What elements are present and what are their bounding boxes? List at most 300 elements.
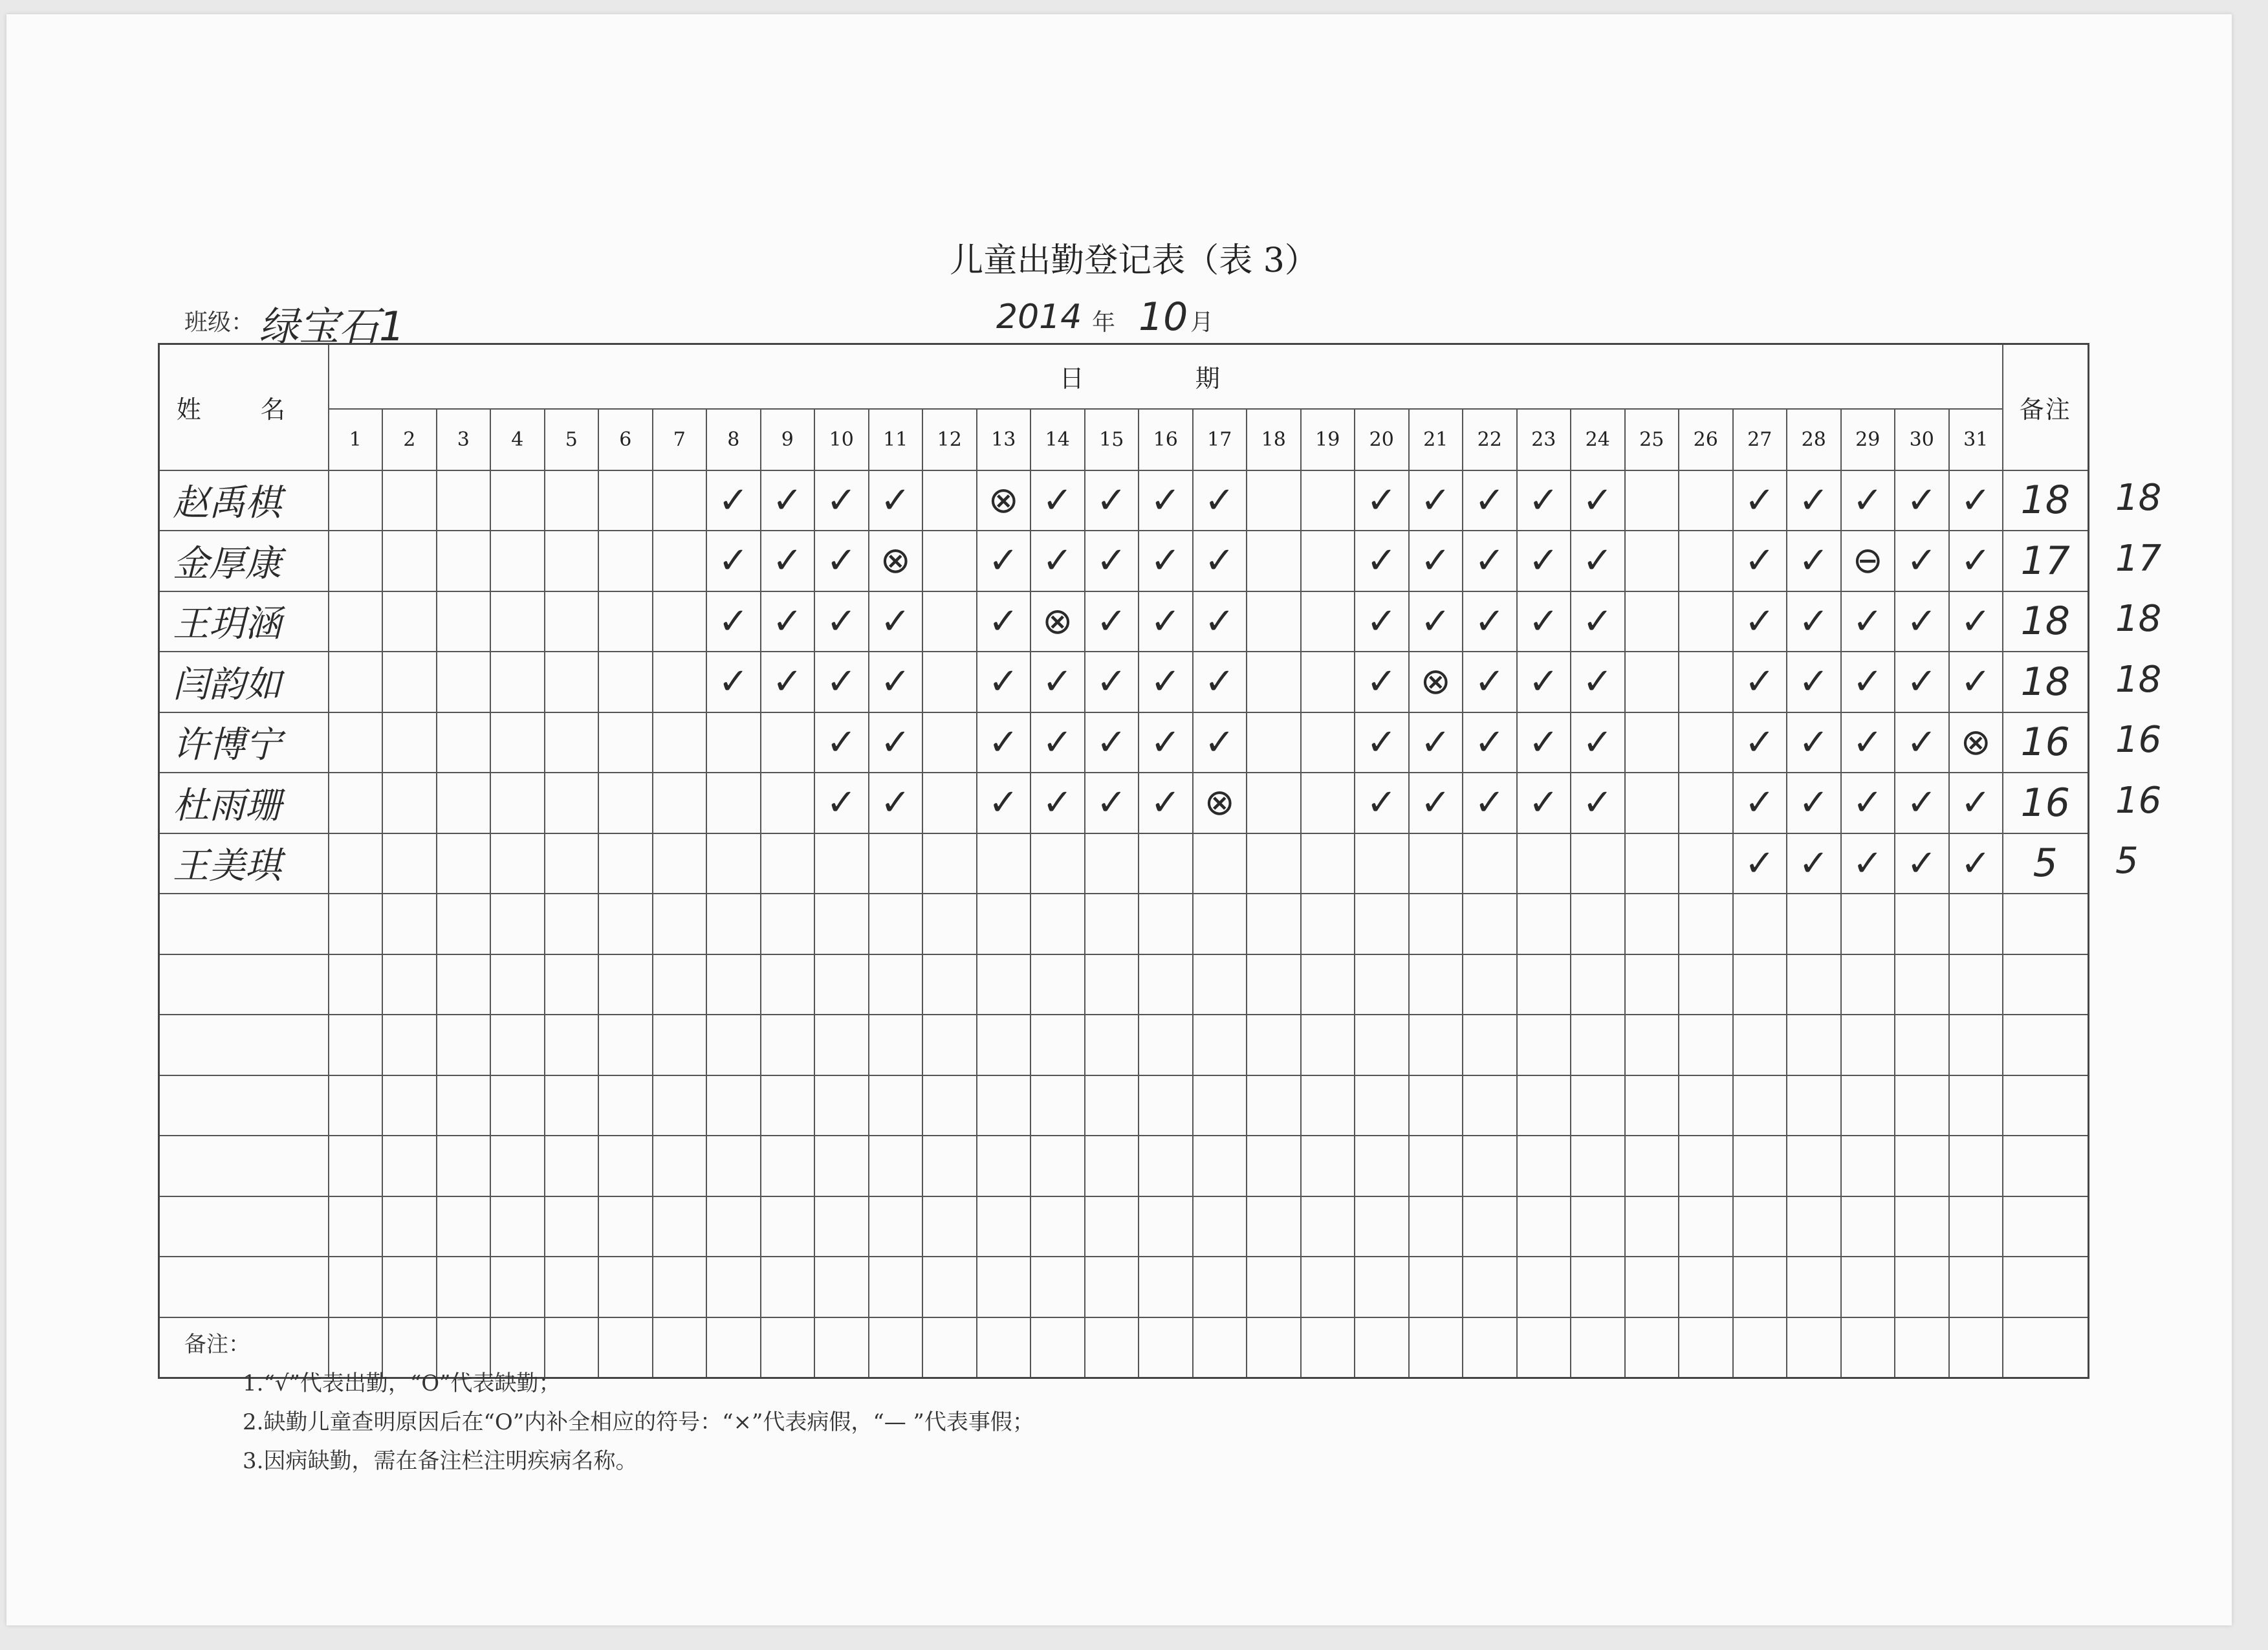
empty-cell	[598, 1015, 653, 1075]
empty-cell	[1193, 1317, 1247, 1378]
attendance-mark: ✓	[1571, 470, 1625, 531]
empty-cell	[1085, 894, 1139, 954]
attendance-cell	[598, 591, 653, 652]
empty-cell	[977, 894, 1031, 954]
empty-cell	[1679, 954, 1733, 1015]
attendance-mark: ✓	[1517, 591, 1571, 652]
empty-cell	[1679, 1075, 1733, 1136]
empty-cell	[2003, 1136, 2088, 1196]
attendance-mark: ✓	[1787, 833, 1841, 894]
day-number: 29	[1841, 409, 1895, 470]
empty-cell	[814, 894, 869, 954]
empty-cell	[490, 1075, 545, 1136]
empty-cell	[2003, 1196, 2088, 1257]
empty-cell	[1247, 894, 1301, 954]
day-number: 18	[1247, 409, 1301, 470]
empty-cell	[329, 1196, 383, 1257]
attendance-mark: ✓	[706, 531, 761, 591]
empty-cell	[1030, 1257, 1085, 1317]
attendance-cell	[545, 591, 599, 652]
empty-cell	[706, 954, 761, 1015]
day-number: 1	[329, 409, 383, 470]
empty-cell	[814, 1196, 869, 1257]
attendance-mark: ✓	[1085, 773, 1139, 833]
form-title: 儿童出勤登记表（表 3）	[950, 241, 1318, 280]
empty-cell	[1301, 1257, 1355, 1317]
attendance-mark: ✓	[1787, 531, 1841, 591]
empty-cell	[1247, 1015, 1301, 1075]
empty-cell	[1085, 1257, 1139, 1317]
attendance-cell	[437, 712, 491, 773]
attendance-mark: ⊗	[1193, 773, 1247, 833]
class-value: 绿宝石1	[259, 303, 405, 350]
empty-cell	[869, 894, 923, 954]
attendance-cell	[761, 773, 815, 833]
attendance-mark: ✓	[706, 591, 761, 652]
empty-cell	[1085, 1015, 1139, 1075]
empty-cell	[329, 1136, 383, 1196]
empty-cell	[1841, 1196, 1895, 1257]
empty-cell	[1301, 1196, 1355, 1257]
empty-cell	[922, 954, 977, 1015]
empty-cell	[869, 954, 923, 1015]
table-row	[159, 470, 2089, 531]
attendance-mark: ✓	[1355, 773, 1409, 833]
attendance-cell	[1679, 833, 1733, 894]
empty-cell	[545, 1075, 599, 1136]
empty-cell	[1841, 1317, 1895, 1378]
attendance-mark: ✓	[1463, 531, 1517, 591]
attendance-mark: ✓	[706, 470, 761, 531]
empty-cell	[814, 1015, 869, 1075]
attendance-cell	[1139, 833, 1193, 894]
empty-cell	[1571, 1257, 1625, 1317]
attendance-cell	[437, 531, 491, 591]
empty-cell	[1193, 1075, 1247, 1136]
empty-row	[159, 1075, 2089, 1136]
empty-cell	[1679, 1136, 1733, 1196]
empty-cell	[1571, 1136, 1625, 1196]
attendance-cell	[653, 531, 707, 591]
class-label: 班级：	[184, 309, 255, 336]
empty-cell	[1517, 1257, 1571, 1317]
attendance-mark: ✓	[1193, 591, 1247, 652]
empty-cell	[437, 1257, 491, 1317]
attendance-cell	[1679, 712, 1733, 773]
attendance-mark: ✓	[1030, 773, 1085, 833]
outside-tally: 18	[2115, 658, 2162, 701]
empty-cell	[869, 1257, 923, 1317]
empty-cell	[1301, 894, 1355, 954]
empty-cell	[1841, 1136, 1895, 1196]
attendance-cell	[329, 773, 383, 833]
empty-cell	[1139, 894, 1193, 954]
attendance-cell	[1571, 833, 1625, 894]
empty-row	[159, 1015, 2089, 1075]
empty-cell	[653, 1196, 707, 1257]
attendance-cell	[1355, 833, 1409, 894]
attendance-mark: ✓	[1030, 470, 1085, 531]
empty-cell	[329, 1257, 383, 1317]
outside-tally: 5	[2115, 840, 2139, 882]
attendance-mark: ✓	[1841, 470, 1895, 531]
empty-cell	[598, 1257, 653, 1317]
attendance-cell	[1030, 833, 1085, 894]
day-number: 12	[922, 409, 977, 470]
empty-cell	[1895, 1317, 1949, 1378]
empty-cell	[1409, 1136, 1463, 1196]
attendance-cell	[598, 470, 653, 531]
empty-cell	[159, 894, 329, 954]
empty-cell	[437, 1196, 491, 1257]
attendance-mark: ✓	[1517, 470, 1571, 531]
empty-cell	[1625, 1317, 1679, 1378]
empty-cell	[706, 1015, 761, 1075]
attendance-cell	[977, 833, 1031, 894]
day-number: 23	[1517, 409, 1571, 470]
empty-row	[159, 954, 2089, 1015]
empty-cell	[1030, 1136, 1085, 1196]
attendance-cell	[545, 712, 599, 773]
empty-cell	[490, 1257, 545, 1317]
remark-count: 17	[2003, 531, 2088, 591]
empty-cell	[1679, 1317, 1733, 1378]
empty-cell	[1085, 1136, 1139, 1196]
empty-cell	[1139, 1257, 1193, 1317]
empty-cell	[1571, 1317, 1625, 1378]
attendance-cell	[437, 833, 491, 894]
day-number: 14	[1030, 409, 1085, 470]
empty-cell	[1193, 1196, 1247, 1257]
attendance-mark: ✓	[1355, 470, 1409, 531]
notes-heading: 备注：	[184, 1332, 250, 1358]
empty-cell	[1139, 1136, 1193, 1196]
attendance-mark: ✓	[1409, 712, 1463, 773]
empty-cell	[761, 1136, 815, 1196]
empty-cell	[1625, 1196, 1679, 1257]
attendance-mark: ✓	[1571, 652, 1625, 712]
attendance-cell	[437, 591, 491, 652]
empty-cell	[977, 1015, 1031, 1075]
attendance-cell	[1625, 470, 1679, 531]
remark-count: 16	[2003, 712, 2088, 773]
attendance-cell	[382, 531, 437, 591]
day-number: 15	[1085, 409, 1139, 470]
day-number: 6	[598, 409, 653, 470]
attendance-mark: ✓	[1355, 591, 1409, 652]
attendance-mark: ✓	[1733, 652, 1787, 712]
empty-cell	[1895, 1196, 1949, 1257]
empty-cell	[814, 1136, 869, 1196]
attendance-cell	[1247, 591, 1301, 652]
empty-cell	[1733, 1015, 1787, 1075]
day-number: 11	[869, 409, 923, 470]
table-row	[159, 712, 2089, 773]
empty-cell	[1679, 894, 1733, 954]
empty-cell	[1625, 1136, 1679, 1196]
empty-cell	[1463, 1136, 1517, 1196]
child-name: 王玥涵	[159, 591, 329, 652]
empty-cell	[1463, 1015, 1517, 1075]
day-number: 13	[977, 409, 1031, 470]
attendance-mark: ✓	[1895, 773, 1949, 833]
attendance-cell	[1301, 470, 1355, 531]
attendance-cell	[1625, 833, 1679, 894]
attendance-mark: ✓	[1895, 712, 1949, 773]
attendance-cell	[1679, 591, 1733, 652]
attendance-cell	[437, 773, 491, 833]
attendance-mark: ✓	[1409, 773, 1463, 833]
empty-cell	[1301, 1317, 1355, 1378]
attendance-cell	[329, 531, 383, 591]
empty-cell	[2003, 1015, 2088, 1075]
attendance-cell	[706, 712, 761, 773]
child-name: 许博宁	[159, 712, 329, 773]
empty-cell	[1193, 954, 1247, 1015]
empty-cell	[437, 1075, 491, 1136]
attendance-mark: ✓	[869, 773, 923, 833]
attendance-cell	[329, 712, 383, 773]
outside-tally: 18	[2115, 477, 2162, 519]
child-name: 赵禹棋	[159, 470, 329, 531]
attendance-cell	[1301, 712, 1355, 773]
note-item-1: 1.“√”代表出勤，“O”代表缺勤；	[243, 1370, 561, 1396]
attendance-mark: ✓	[1733, 531, 1787, 591]
empty-cell	[1625, 954, 1679, 1015]
child-name: 王美琪	[159, 833, 329, 894]
attendance-mark: ✓	[1841, 712, 1895, 773]
attendance-mark: ✓	[814, 712, 869, 773]
empty-cell	[653, 1136, 707, 1196]
empty-cell	[1409, 1196, 1463, 1257]
child-name: 闫韵如	[159, 652, 329, 712]
table-row	[159, 652, 2089, 712]
day-number: 25	[1625, 409, 1679, 470]
empty-cell	[1030, 894, 1085, 954]
attendance-cell	[1301, 652, 1355, 712]
empty-cell	[1733, 1257, 1787, 1317]
empty-cell	[922, 1136, 977, 1196]
attendance-mark: ✓	[1463, 591, 1517, 652]
attendance-mark: ✓	[1841, 652, 1895, 712]
attendance-mark: ✓	[1949, 470, 2003, 531]
empty-cell	[1787, 1257, 1841, 1317]
attendance-cell	[1247, 833, 1301, 894]
attendance-cell	[382, 591, 437, 652]
attendance-mark: ✓	[1193, 652, 1247, 712]
empty-cell	[1733, 954, 1787, 1015]
attendance-mark: ✓	[1949, 773, 2003, 833]
attendance-mark: ✓	[1085, 470, 1139, 531]
attendance-cell	[598, 531, 653, 591]
attendance-mark: ✓	[761, 531, 815, 591]
attendance-mark: ✓	[977, 712, 1031, 773]
attendance-mark: ✓	[1787, 773, 1841, 833]
attendance-cell	[598, 833, 653, 894]
attendance-mark: ✓	[1085, 712, 1139, 773]
empty-row	[159, 1136, 2089, 1196]
day-number: 31	[1949, 409, 2003, 470]
attendance-cell	[1247, 652, 1301, 712]
empty-cell	[1841, 1257, 1895, 1317]
empty-cell	[159, 954, 329, 1015]
day-number: 9	[761, 409, 815, 470]
empty-cell	[159, 1136, 329, 1196]
day-number: 17	[1193, 409, 1247, 470]
empty-cell	[1355, 1136, 1409, 1196]
empty-cell	[761, 1015, 815, 1075]
attendance-mark: ✓	[1193, 531, 1247, 591]
empty-cell	[382, 894, 437, 954]
day-number: 20	[1355, 409, 1409, 470]
empty-cell	[382, 1257, 437, 1317]
empty-cell	[1679, 1015, 1733, 1075]
empty-cell	[869, 1196, 923, 1257]
empty-cell	[922, 1196, 977, 1257]
attendance-mark: ✓	[977, 531, 1031, 591]
empty-cell	[1193, 1136, 1247, 1196]
empty-cell	[598, 1075, 653, 1136]
empty-cell	[329, 1075, 383, 1136]
attendance-cell	[653, 773, 707, 833]
attendance-mark: ✓	[1409, 531, 1463, 591]
empty-cell	[490, 1015, 545, 1075]
empty-cell	[1517, 1075, 1571, 1136]
empty-cell	[1355, 1317, 1409, 1378]
empty-cell	[1841, 1075, 1895, 1136]
attendance-cell	[1247, 773, 1301, 833]
attendance-cell	[653, 652, 707, 712]
empty-cell	[1085, 1075, 1139, 1136]
empty-cell	[1030, 1075, 1085, 1136]
empty-cell	[869, 1015, 923, 1075]
empty-cell	[1517, 1015, 1571, 1075]
attendance-mark: ✓	[1787, 712, 1841, 773]
empty-cell	[814, 1257, 869, 1317]
attendance-cell	[922, 591, 977, 652]
attendance-cell	[653, 712, 707, 773]
empty-cell	[1571, 894, 1625, 954]
empty-cell	[545, 1257, 599, 1317]
attendance-mark: ✓	[869, 712, 923, 773]
empty-cell	[1949, 954, 2003, 1015]
empty-cell	[1787, 1136, 1841, 1196]
attendance-mark: ⊗	[1409, 652, 1463, 712]
empty-cell	[706, 1136, 761, 1196]
remark-count: 18	[2003, 591, 2088, 652]
attendance-mark: ✓	[1841, 833, 1895, 894]
attendance-mark: ✓	[1517, 712, 1571, 773]
day-number: 10	[814, 409, 869, 470]
attendance-mark: ✓	[1517, 773, 1571, 833]
empty-cell	[490, 894, 545, 954]
attendance-mark: ✓	[977, 652, 1031, 712]
attendance-cell	[490, 591, 545, 652]
attendance-cell	[329, 833, 383, 894]
attendance-mark: ✓	[814, 773, 869, 833]
attendance-cell	[761, 712, 815, 773]
remark-count: 16	[2003, 773, 2088, 833]
empty-cell	[1409, 954, 1463, 1015]
empty-cell	[1733, 1196, 1787, 1257]
empty-cell	[2003, 1075, 2088, 1136]
attendance-mark: ✓	[1085, 531, 1139, 591]
empty-cell	[1030, 1317, 1085, 1378]
attendance-cell	[382, 712, 437, 773]
empty-cell	[1463, 1317, 1517, 1378]
empty-cell	[761, 894, 815, 954]
empty-cell	[545, 954, 599, 1015]
attendance-cell	[1247, 712, 1301, 773]
year-value: 2014	[996, 298, 1082, 336]
empty-cell	[1787, 1317, 1841, 1378]
empty-cell	[1247, 1136, 1301, 1196]
attendance-cell	[922, 833, 977, 894]
empty-cell	[869, 1075, 923, 1136]
empty-cell	[1193, 894, 1247, 954]
attendance-mark: ✓	[1139, 470, 1193, 531]
attendance-mark: ✓	[1517, 652, 1571, 712]
empty-cell	[1625, 1075, 1679, 1136]
empty-cell	[159, 1075, 329, 1136]
empty-cell	[814, 1075, 869, 1136]
attendance-cell	[922, 531, 977, 591]
empty-cell	[1085, 954, 1139, 1015]
note-item-3: 3.因病缺勤，需在备注栏注明疾病名称。	[243, 1448, 638, 1474]
attendance-mark: ✓	[977, 591, 1031, 652]
attendance-cell	[382, 833, 437, 894]
empty-cell	[1030, 1196, 1085, 1257]
attendance-mark: ✓	[1949, 652, 2003, 712]
empty-cell	[1895, 894, 1949, 954]
attendance-mark: ✓	[1733, 591, 1787, 652]
attendance-mark: ✓	[869, 652, 923, 712]
empty-cell	[706, 894, 761, 954]
empty-cell	[977, 1136, 1031, 1196]
empty-cell	[1787, 1196, 1841, 1257]
empty-row	[159, 1257, 2089, 1317]
empty-cell	[382, 1196, 437, 1257]
empty-cell	[1139, 1196, 1193, 1257]
empty-cell	[2003, 894, 2088, 954]
name-header: 姓 名	[159, 344, 329, 470]
empty-cell	[1463, 1257, 1517, 1317]
empty-cell	[598, 954, 653, 1015]
outside-tally: 17	[2115, 537, 2162, 580]
empty-cell	[1841, 894, 1895, 954]
attendance-mark: ✓	[1139, 712, 1193, 773]
attendance-cell	[329, 470, 383, 531]
empty-cell	[598, 1196, 653, 1257]
attendance-cell	[1247, 531, 1301, 591]
attendance-mark: ✓	[1841, 591, 1895, 652]
attendance-mark: ✓	[869, 470, 923, 531]
empty-cell	[598, 1136, 653, 1196]
attendance-cell	[706, 833, 761, 894]
empty-cell	[1895, 1015, 1949, 1075]
attendance-cell	[814, 833, 869, 894]
empty-cell	[1247, 1317, 1301, 1378]
empty-cell	[2003, 1257, 2088, 1317]
empty-cell	[1571, 1196, 1625, 1257]
attendance-mark: ✓	[1463, 773, 1517, 833]
attendance-cell	[598, 773, 653, 833]
empty-cell	[706, 1257, 761, 1317]
empty-cell	[1085, 1317, 1139, 1378]
attendance-mark: ✓	[1949, 833, 2003, 894]
attendance-cell	[1409, 833, 1463, 894]
attendance-cell	[1301, 531, 1355, 591]
